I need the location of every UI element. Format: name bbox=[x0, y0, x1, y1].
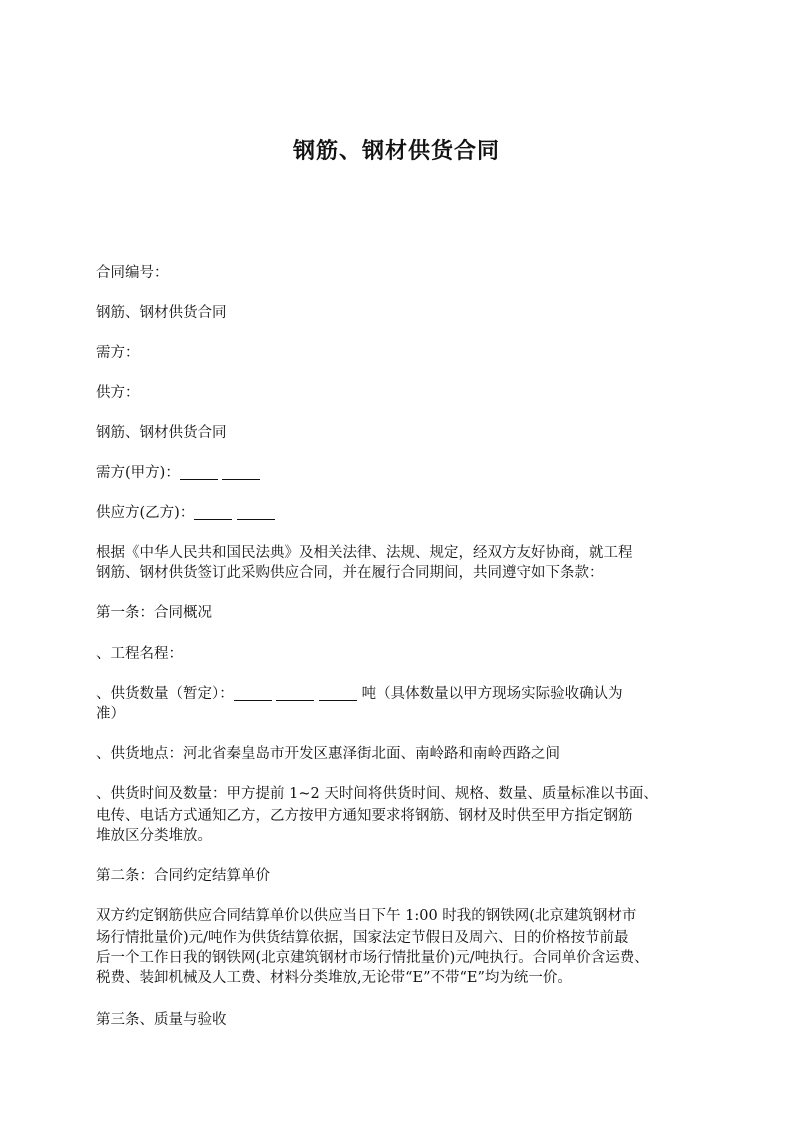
location-line: 、供货地点：河北省秦皇岛市开发区惠泽街北面、南岭路和南岭西路之间 bbox=[96, 746, 560, 762]
contract-subtitle: 钢筋、钢材供货合同 bbox=[96, 305, 227, 321]
contract-number-label: 合同编号： bbox=[96, 265, 169, 281]
blank-field bbox=[237, 505, 275, 520]
party-b-line bbox=[96, 503, 706, 523]
article-2-heading: 第二条：合同约定结算单价 bbox=[96, 868, 270, 884]
intro-paragraph-line: 钢筋、钢材供货签订此采购供应合同，并在履行合同期间，共同遵守如下条款： bbox=[96, 565, 604, 581]
party-b-label: 供应方(乙方)： bbox=[96, 505, 195, 521]
blank-field bbox=[222, 465, 260, 480]
blank-field bbox=[276, 686, 314, 701]
price-paragraph-line: 税费、装卸机械及人工费、材料分类堆放,无论带“E”不带“E”均为统一价。 bbox=[96, 970, 572, 986]
quantity-line bbox=[96, 684, 706, 704]
supplier-label: 供方： bbox=[96, 385, 140, 401]
blank-field bbox=[194, 505, 232, 520]
party-a-line bbox=[96, 463, 706, 483]
document-title: 钢筋、钢材供货合同 bbox=[292, 139, 500, 164]
time-paragraph-line: 堆放区分类堆放。 bbox=[96, 828, 212, 844]
quantity-label: 、供货数量（暂定）： bbox=[96, 686, 234, 702]
blank-field bbox=[234, 686, 272, 701]
price-paragraph-line: 后一个工作日我的钢铁网(北京建筑钢材市场行情批量价)元/吨执行。合同单价含运费、 bbox=[96, 950, 649, 966]
party-a-label: 需方(甲方)： bbox=[96, 465, 180, 481]
quantity-note: 吨（具体数量以甲方现场实际验收确认为 bbox=[361, 686, 623, 702]
intro-paragraph-line: 根据《中华人民共和国民法典》及相关法律、法规、规定，经双方友好协商，就工程 bbox=[96, 545, 633, 561]
price-paragraph-line: 双方约定钢筋供应合同结算单价以供应当日下午 1:00 时我的钢铁网(北京建筑钢材市 bbox=[96, 908, 637, 924]
buyer-label: 需方： bbox=[96, 345, 140, 361]
article-3-heading: 第三条、质量与验收 bbox=[96, 1012, 227, 1028]
blank-field bbox=[319, 686, 357, 701]
article-1-heading: 第一条：合同概况 bbox=[96, 605, 212, 621]
quantity-line-2: 准） bbox=[96, 706, 125, 722]
project-name-line: 、工程名程： bbox=[96, 646, 183, 662]
price-paragraph-line: 场行情批量价)元/吨作为供货结算依据，国家法定节假日及周六、日的价格按节前最 bbox=[96, 930, 629, 946]
contract-subtitle: 钢筋、钢材供货合同 bbox=[96, 425, 227, 441]
time-paragraph-line: 电传、电话方式通知乙方，乙方按甲方通知要求将钢筋、钢材及时供至甲方指定钢筋 bbox=[96, 808, 633, 824]
time-paragraph-line: 、供货时间及数量：甲方提前 1~2 天时间将供货时间、规格、数量、质量标准以书面、 bbox=[96, 786, 658, 802]
blank-field bbox=[180, 465, 218, 480]
